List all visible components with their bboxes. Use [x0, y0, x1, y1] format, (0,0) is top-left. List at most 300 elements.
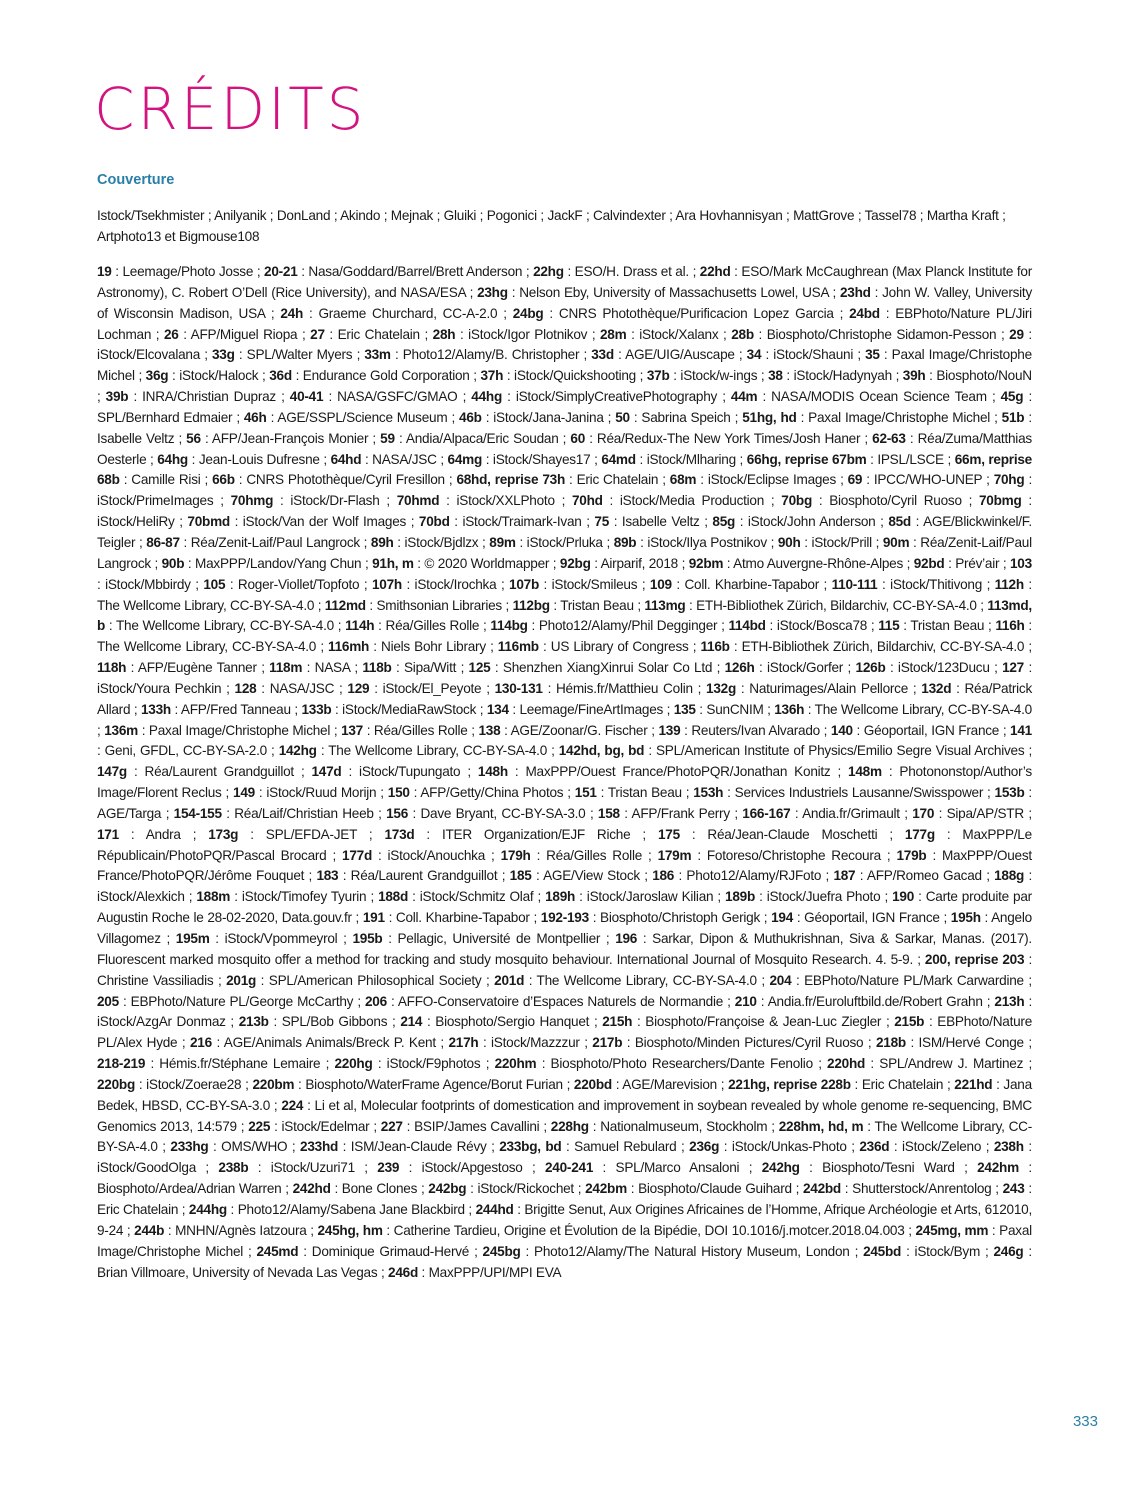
- credit-page-ref: 68hd, reprise 73h: [456, 472, 565, 488]
- credit-source: Réa/Gilles Rolle: [385, 618, 480, 634]
- credit-page-ref: 28h: [432, 326, 456, 342]
- credit-source: iStock/Mlharing: [646, 451, 736, 467]
- credit-entry: 220hm : Biosphoto/Photo Researchers/Dante Fenolio ;: [494, 1056, 828, 1072]
- credit-page-ref: 22hd: [699, 264, 731, 279]
- credit-entry: 220hg : iStock/F9photos ;: [334, 1056, 495, 1072]
- credit-source: NASA/JSC: [372, 451, 437, 467]
- credit-page-ref: 243: [1002, 1181, 1025, 1197]
- credit-page-ref: 242hg: [761, 1160, 800, 1176]
- credit-entry: 39h : Biosphoto/NouN ;: [97, 368, 1032, 405]
- credit-source: iStock/Jana-Janina: [493, 409, 604, 425]
- credit-page-ref: 129: [347, 680, 370, 696]
- credit-entry: 116mh : Niels Bohr Library ;: [328, 639, 498, 655]
- credit-page-ref: 107b: [509, 576, 540, 592]
- credit-page-ref: 89m: [489, 534, 516, 550]
- credit-entry: 154-155 : Réa/Laif/Christian Heeb ;: [173, 805, 387, 821]
- credit-page-ref: 112md: [324, 597, 366, 613]
- credit-source: Eric Chatelain: [861, 1076, 944, 1092]
- credit-page-ref: 64hg: [157, 451, 188, 467]
- credit-page-ref: 220bd: [573, 1076, 612, 1092]
- credit-page-ref: 140: [830, 722, 853, 738]
- credit-source: The Wellcome Library, CC-BY-SA-4.0: [328, 743, 548, 759]
- credit-entry: 190 : Carte produite par Augustin Roche le 28-02-2020, Data.gouv.fr ;: [97, 889, 1032, 926]
- credit-page-ref: 64mg: [447, 451, 483, 467]
- credit-entry: 23hg : Nelson Eby, University of Massachusetts Lowel, USA ;: [477, 284, 840, 300]
- credit-page-ref: 187: [833, 868, 856, 884]
- credit-entry: 215b : EBPhoto/Nature PL/Alex Hyde ;: [97, 1014, 1033, 1051]
- credit-source: Photo12/Alamy/The Natural History Museum, London: [534, 1243, 850, 1259]
- credit-entry: 27 : Eric Chatelain ;: [310, 326, 433, 342]
- credit-page-ref: 125: [468, 660, 491, 676]
- credit-source: iStock/Prill: [811, 534, 872, 550]
- credit-page-ref: 33g: [212, 347, 235, 363]
- credit-page-ref: 40-41: [289, 389, 324, 405]
- credit-page-ref: 112h: [994, 576, 1024, 592]
- credit-page-ref: 60: [570, 430, 586, 446]
- credit-page-ref: 66m, reprise 68b: [97, 451, 1032, 488]
- credit-source: AFP/Romeo Gacad: [866, 868, 982, 884]
- credit-page-ref: 236g: [689, 1139, 720, 1155]
- credit-entry: 118b : Sipa/Witt ;: [362, 660, 469, 676]
- credit-source: AFP/Eugène Tanner: [137, 660, 257, 676]
- credit-source: INRA/Christian Dupraz: [142, 389, 276, 405]
- credit-source: Réa/Gilles Rolle: [373, 722, 468, 738]
- credit-entry: 114bd : iStock/Bosca78 ;: [728, 618, 879, 634]
- credit-page-ref: 238h: [993, 1139, 1024, 1155]
- credit-source: AFP/Fred Tanneau: [180, 701, 291, 717]
- credit-entry: 89b : iStock/Ilya Postnikov ;: [613, 534, 778, 550]
- credit-entry: 129 : iStock/El_Peyote ;: [347, 680, 495, 696]
- credit-source: Carte produite par Augustin Roche le 28-02-2020, Data.gouv.fr: [97, 889, 1032, 926]
- credit-entry: 242bd : Shutterstock/Anrentolog ;: [802, 1181, 1003, 1197]
- credit-entry: 242hd : Bone Clones ;: [292, 1181, 429, 1197]
- credit-source: Samuel Rebulard: [574, 1139, 677, 1155]
- credit-page-ref: 188d: [378, 889, 409, 905]
- credit-entry: 173d : ITER Organization/EJF Riche ;: [384, 826, 658, 842]
- credit-entry: 89m : iStock/Prluka ;: [489, 534, 614, 550]
- credit-source: iStock/Hadynyah: [793, 368, 892, 384]
- credit-page-ref: 177d: [342, 847, 372, 863]
- credit-entry: 183 : Réa/Laurent Grandguillot ;: [316, 868, 510, 884]
- page-number: 333: [1072, 1413, 1098, 1430]
- credit-page-ref: 210: [734, 993, 757, 1009]
- credit-page-ref: 50: [615, 409, 630, 425]
- credit-page-ref: 126b: [855, 660, 886, 676]
- credit-source: iStock/HeliRy: [97, 514, 175, 530]
- credit-entry: 103 : iStock/Mbbirdy ;: [97, 555, 1032, 592]
- credit-entry: 116b : ETH-Bibliothek Zürich, Bildarchiv, CC-BY-SA-4.0 ;: [700, 639, 1032, 655]
- credit-source: AGE/Marevision: [622, 1076, 717, 1092]
- credit-source: iStock/El_Peyote: [382, 680, 482, 696]
- credit-entry: 238h : iStock/GoodOlga ;: [97, 1139, 1032, 1176]
- credit-entry: 142hd, bg, bd : SPL/American Institute of Physics/Emilio Segre Visual Archives ;: [558, 743, 1032, 759]
- credit-source: Brian Villmoare, University of Nevada Las Vegas: [97, 1264, 378, 1280]
- credit-page-ref: 64hd: [330, 451, 362, 467]
- credit-entry: 166-167 : Andia.fr/Grimault ;: [742, 805, 913, 821]
- credit-page-ref: 110-111: [831, 576, 878, 592]
- credit-entry: 70hmd : iStock/XXLPhoto ;: [396, 493, 572, 509]
- credit-entry: 177g : MaxPPP/Le Républicain/PhotoPQR/Pascal Brocard ;: [97, 826, 1032, 863]
- credit-page-ref: 27: [310, 326, 325, 342]
- credit-source: iStock/John Anderson: [747, 514, 876, 530]
- credit-entry: 70bmg : iStock/HeliRy ;: [97, 493, 1032, 530]
- credit-source: iStock/Quickshooting: [514, 368, 636, 384]
- credit-entry: 246d : MaxPPP/UPI/MPI EVA: [388, 1264, 562, 1280]
- credit-entry: 85g : iStock/John Anderson ;: [712, 514, 889, 530]
- credit-page-ref: 218-219: [97, 1056, 146, 1072]
- credit-page-ref: 138: [478, 722, 501, 738]
- credit-page-ref: 22hg: [533, 264, 564, 279]
- credit-source: Réa/Zenit-Laif/Paul Langrock: [97, 534, 1032, 571]
- credit-source: Biosphoto/Claude Guihard: [638, 1181, 792, 1197]
- credit-entry: 200, reprise 203 : Christine Vassiliadis ;: [97, 951, 1032, 988]
- credit-entry: 113mg : ETH-Bibliothek Zürich, Bildarchiv, CC-BY-SA-4.0 ;: [644, 597, 988, 613]
- credit-source: Fotoreso/Christophe Recoura: [706, 847, 881, 863]
- credit-source: Bone Clones: [341, 1181, 418, 1197]
- credit-page-ref: 220hg: [334, 1056, 373, 1072]
- credit-entry: 116h : The Wellcome Library, CC-BY-SA-4.0 ;: [97, 618, 1032, 655]
- credit-page-ref: 213h: [994, 993, 1025, 1009]
- credit-entry: 92bd : Prév’air ;: [913, 555, 1010, 571]
- credit-source: iStock/Unkas-Photo: [731, 1139, 847, 1155]
- credit-entry: 221hg, reprise 228b : Eric Chatelain ;: [728, 1076, 955, 1092]
- credit-page-ref: 214: [400, 1014, 423, 1030]
- credit-source: iStock/Zoerae28: [146, 1076, 242, 1092]
- credit-entry: 70bg : Biosphoto/Cyril Ruoso ;: [781, 493, 979, 509]
- credit-entry: 70hmg : iStock/Dr-Flash ;: [230, 493, 397, 509]
- credit-entry: 224 : Li et al, Molecular footprints of domestication and improvement in soybean revealed by whole genome re-sequencing, BMC Genomics 2013, 14:579 ;: [97, 1097, 1032, 1134]
- credit-source: iStock/Eclipse Images: [707, 472, 837, 488]
- credit-source: SPL/Marco Ansaloni: [615, 1160, 740, 1176]
- credit-source: iStock/Ilya Postnikov: [647, 534, 767, 550]
- credit-page-ref: 245bg: [482, 1243, 521, 1259]
- credit-source: AGE/Animals Animals/Breck P. Kent: [223, 1035, 436, 1051]
- credit-entry: 130-131 : Hémis.fr/Matthieu Colin ;: [494, 680, 707, 696]
- credit-source: iStock/Media Production: [619, 493, 765, 509]
- credit-source: Graeme Churchard, CC-A-2.0: [318, 305, 498, 321]
- credit-page-ref: 35: [865, 347, 880, 363]
- credit-source: iStock/Uzuri71: [270, 1160, 355, 1176]
- credit-entry: 51hg, hd : Paxal Image/Christophe Michel ;: [742, 409, 1002, 425]
- credit-source: Sabrina Speich: [641, 409, 731, 425]
- credit-source: iStock/Timofey Tyurin: [241, 889, 367, 905]
- credit-source: Atmo Auvergne-Rhône-Alpes: [733, 555, 904, 571]
- credit-entry: 68m : iStock/Eclipse Images ;: [669, 472, 848, 488]
- credit-source: ESO/Mark McCaughrean (Max Planck Institute for Astronomy), C. Robert O’Dell (Rice University), and NASA/ESA: [97, 264, 1032, 300]
- credit-page-ref: 245bd: [863, 1243, 902, 1259]
- credit-page-ref: 190: [892, 889, 915, 905]
- credit-page-ref: 66b: [212, 472, 235, 488]
- credit-source: Biosphoto/NouN: [936, 368, 1032, 384]
- credit-source: Biosphoto/Minden Pictures/Cyril Ruoso: [634, 1035, 864, 1051]
- credit-entry: 66m, reprise 68b : Camille Risi ;: [97, 451, 1032, 488]
- credit-source: SPL/Bob Gibbons: [281, 1014, 388, 1030]
- credit-source: iStock/Irochka: [414, 576, 497, 592]
- credit-entry: 85d : AGE/Blickwinkel/F. Teigler ;: [97, 514, 1032, 550]
- credit-entry: 245md : Dominique Grimaud-Hervé ;: [256, 1243, 483, 1259]
- credit-source: iStock/Edelmar: [281, 1118, 370, 1134]
- credit-source: MaxPPP/Ouest France/PhotoPQR/Jérôme Fouquet: [97, 847, 1032, 884]
- credit-page-ref: 147g: [97, 764, 127, 780]
- credit-source: iStock/Halock: [179, 368, 259, 384]
- credit-entry: 156 : Dave Bryant, CC-BY-SA-3.0 ;: [386, 805, 598, 821]
- credit-entry: 105 : Roger-Viollet/Topfoto ;: [203, 576, 372, 592]
- credit-page-ref: 136h: [774, 701, 805, 717]
- credit-source: Roger-Viollet/Topfoto: [237, 576, 360, 592]
- credit-page-ref: 170: [912, 805, 935, 821]
- credit-entry: 187 : AFP/Romeo Gacad ;: [833, 868, 995, 884]
- credit-page-ref: 24bg: [512, 305, 544, 321]
- credit-page-ref: 70bmd: [187, 514, 230, 530]
- credit-source: iStock/Prluka: [526, 534, 603, 550]
- credit-source: Tristan Beau: [607, 785, 682, 801]
- credit-source: iStock/w-ings: [680, 368, 758, 384]
- credit-source: Pellagic, Université de Montpellier: [397, 931, 601, 946]
- credit-page-ref: 215b: [894, 1014, 925, 1030]
- credit-page-ref: 217b: [592, 1035, 623, 1051]
- credit-page-ref: 196: [615, 931, 638, 946]
- credit-entry: 242bg : iStock/Rickochet ;: [428, 1181, 586, 1197]
- credit-source: Paxal Image/Christophe Michel: [97, 1222, 1032, 1259]
- credit-source: Eric Chatelain: [337, 326, 420, 342]
- credit-entry: 185 : AGE/View Stock ;: [509, 868, 653, 884]
- credit-page-ref: 147d: [311, 764, 342, 780]
- credit-entry: 35 : Paxal Image/Christophe Michel ;: [97, 347, 1032, 384]
- credit-entry: 179m : Fotoreso/Christophe Recoura ;: [657, 847, 897, 863]
- credit-entry: 64md : iStock/Mlharing ;: [601, 451, 747, 467]
- credit-source: Andia.fr/Euroluftbild.de/Robert Grahn: [767, 993, 983, 1009]
- credit-page-ref: 238b: [218, 1160, 249, 1176]
- credit-page-ref: 225: [248, 1118, 271, 1134]
- credit-entry: 113md, b : The Wellcome Library, CC-BY-SA-4.0 ;: [97, 597, 1032, 634]
- credit-page-ref: 29: [1009, 326, 1024, 342]
- credit-entry: 28h : iStock/Igor Plotnikov ;: [432, 326, 600, 342]
- credit-entry: 112md : Smithsonian Libraries ;: [324, 597, 513, 613]
- credit-entry: 86-87 : Réa/Zenit-Laif/Paul Langrock ;: [146, 534, 371, 550]
- credit-page-ref: 179b: [896, 847, 927, 863]
- credit-source: Réa/Redux-The New York Times/Josh Haner: [596, 430, 861, 446]
- credit-page-ref: 90h: [777, 534, 801, 550]
- credit-page-ref: 195b: [352, 931, 383, 946]
- credit-source: ITER Organization/EJF Riche: [441, 826, 631, 842]
- credit-source: EBPhoto/Nature PL/Alex Hyde: [97, 1014, 1033, 1051]
- credit-entry: 20-21 : Nasa/Goddard/Barrel/Brett Anderson ;: [264, 264, 534, 279]
- credit-source: NASA/MODIS Ocean Science Team: [771, 389, 987, 405]
- credit-page-ref: 150: [387, 785, 410, 801]
- credit-entry: 201g : SPL/American Philosophical Society ;: [226, 972, 495, 988]
- credit-source: iStock/Gorfer: [767, 660, 844, 676]
- credit-page-ref: 228hm, hd, m: [778, 1118, 864, 1134]
- credit-page-ref: 132d: [921, 680, 952, 696]
- credit-entry: 69 : IPCC/WHO-UNEP ;: [847, 472, 994, 488]
- credit-source: Services Industriels Lausanne/Swisspower: [734, 785, 984, 801]
- credit-source: SunCNIM: [706, 701, 764, 717]
- credit-page-ref: 44m: [730, 389, 758, 405]
- credit-page-ref: 36g: [145, 368, 169, 384]
- credit-source: Biosphoto/Tesni Ward: [822, 1160, 955, 1176]
- credit-page-ref: 188m: [196, 889, 231, 905]
- credit-page-ref: 242hd: [292, 1181, 331, 1197]
- credit-entry: 37b : iStock/w-ings ;: [646, 368, 769, 384]
- credit-source: US Library of Congress: [550, 639, 689, 655]
- credit-entry: 221hd : Jana Bedek, HBSD, CC-BY-SA-3.0 ;: [97, 1076, 1032, 1113]
- credit-page-ref: 91h, m: [372, 555, 414, 571]
- credit-page-ref: 70bmg: [978, 493, 1022, 509]
- credit-page-ref: 46b: [459, 409, 482, 425]
- credit-entry: 138 : AGE/Zoonar/G. Fischer ;: [478, 722, 659, 738]
- credit-page-ref: 59: [380, 430, 395, 446]
- credit-source: iStock/Shayes17: [492, 451, 591, 467]
- credit-page-ref: 242bd: [802, 1181, 841, 1197]
- credit-entry: 177d : iStock/Anouchka ;: [342, 847, 501, 863]
- credit-page-ref: 33m: [364, 347, 391, 363]
- credit-source: EBPhoto/Nature PL/George McCarthy: [130, 993, 354, 1009]
- credit-entry: 66b : CNRS Photothèque/Cyril Fresillon ;: [212, 472, 457, 488]
- credit-entry: 33g : SPL/Walter Myers ;: [212, 347, 365, 363]
- credit-entry: 240-241 : SPL/Marco Ansaloni ;: [545, 1160, 762, 1176]
- credit-page-ref: 44hg: [471, 389, 503, 405]
- credit-page-ref: 24h: [280, 305, 304, 321]
- credit-entry: 90b : MaxPPP/Landov/Yang Chun ;: [161, 555, 373, 571]
- credit-page-ref: 19: [97, 264, 112, 279]
- credit-page-ref: 128: [234, 680, 257, 696]
- credit-source: iStock/SimplyCreativePhotography: [515, 389, 718, 405]
- credit-page-ref: 89b: [613, 534, 637, 550]
- credit-source: CNRS Photothèque/Purificacion Lopez Garcia: [558, 305, 834, 321]
- credit-source: ISM/Jean-Claude Révy: [350, 1139, 487, 1155]
- credit-entry: 70bmd : iStock/Van der Wolf Images ;: [187, 514, 419, 530]
- credit-page-ref: 137: [341, 722, 363, 738]
- credit-source: iStock/Apgestoso: [421, 1160, 523, 1176]
- credit-page-ref: 46h: [243, 409, 267, 425]
- credit-source: iStock/Jaroslaw Kilian: [586, 889, 714, 905]
- credit-source: Dominique Grimaud-Hervé: [311, 1243, 470, 1259]
- credit-entry: 110-111 : iStock/Thitivong ;: [831, 576, 995, 592]
- credit-page-ref: 20-21: [264, 264, 298, 279]
- credit-source: Hémis.fr/Matthieu Colin: [555, 680, 693, 696]
- credit-page-ref: 70bg: [781, 493, 812, 509]
- credit-entry: 245hg, hm : Catherine Tardieu, Origine et Évolution de la Bipédie, DOI 10.1016/j.motcer.2018.04.003 ;: [317, 1222, 916, 1238]
- credit-page-ref: 189b: [725, 889, 755, 905]
- credit-page-ref: 45g: [1000, 389, 1024, 405]
- credit-page-ref: 220bg: [97, 1076, 136, 1092]
- credit-source: Andra: [145, 826, 181, 842]
- credit-page-ref: 90m: [882, 534, 910, 550]
- credit-page-ref: 69: [847, 472, 863, 488]
- credit-source: Sarkar, Dipon & Muthukrishnan, Siva & Sarkar, Manas. (2017). Fluorescent marked mosquito offer a method for tracking and study mosquito behaviour. International Journal of Mosquito Research. 4. 5-9.: [97, 931, 1032, 967]
- credit-entry: 24bd : EBPhoto/Nature PL/Jiri Lochman ;: [97, 305, 1032, 342]
- credit-source: SPL/Walter Myers: [246, 347, 353, 363]
- credit-source: Réa/Jean-Claude Moschetti: [707, 826, 878, 842]
- credit-entry: 66hg, reprise 67bm : IPSL/LSCE ;: [746, 451, 955, 467]
- credit-page-ref: 154-155: [173, 805, 222, 821]
- credit-entry: 114bg : Photo12/Alamy/Phil Degginger ;: [490, 618, 729, 634]
- credit-entry: 34 : iStock/Shauni ;: [746, 347, 866, 363]
- credit-source: iStock/GoodOlga: [97, 1160, 197, 1176]
- credit-page-ref: 227: [380, 1118, 403, 1134]
- credit-entry: 136h : The Wellcome Library, CC-BY-SA-4.0 ;: [97, 701, 1032, 738]
- credit-entry: 194 : Géoportail, IGN France ;: [771, 910, 951, 926]
- credit-page-ref: 118h: [97, 660, 127, 676]
- credit-entry: 148m : Photononstop/Author’s Image/Florent Reclus ;: [97, 764, 1032, 801]
- credit-entry: 126b : iStock/123Ducu ;: [855, 660, 1003, 676]
- credit-page-ref: 112bg: [512, 597, 550, 613]
- credit-entry: 220hd : SPL/Andrew J. Martinez ;: [827, 1056, 1032, 1072]
- credit-source: ETH-Bibliothek Zürich, Bildarchiv, CC-BY-SA-4.0: [741, 639, 1025, 655]
- credit-page-ref: 224: [281, 1097, 304, 1113]
- credit-entry: 64hg : Jean-Louis Dufresne ;: [157, 451, 331, 467]
- credit-entry: 228hg : Nationalmuseum, Stockholm ;: [550, 1118, 779, 1134]
- credit-source: Christine Vassiliadis: [97, 972, 214, 988]
- credit-source: Jean-Louis Dufresne: [198, 451, 320, 467]
- credit-source: MaxPPP/UPI/MPI EVA: [428, 1264, 562, 1280]
- credit-source: AGE/Targa: [97, 805, 162, 821]
- credit-page-ref: 205: [97, 993, 119, 1009]
- credit-page-ref: 158: [597, 805, 620, 821]
- credit-source: Geni, GFDL, CC-BY-SA-2.0: [104, 743, 267, 759]
- credit-entry: 28m : iStock/Xalanx ;: [600, 326, 732, 342]
- credit-source: MaxPPP/Le Républicain/PhotoPQR/Pascal Brocard: [97, 826, 1032, 863]
- credit-page-ref: 192-193: [540, 910, 589, 926]
- credits-list: [97, 262, 1032, 1283]
- credit-page-ref: 175: [657, 826, 680, 842]
- credit-page-ref: 28b: [731, 326, 754, 342]
- credit-entry: 141 : Geni, GFDL, CC-BY-SA-2.0 ;: [97, 722, 1032, 759]
- credit-source: Eric Chatelain: [576, 472, 659, 488]
- credit-source: Réa/Zenit-Laif/Paul Langrock: [190, 534, 360, 550]
- credit-page-ref: 26: [163, 326, 179, 342]
- credit-page-ref: 113mg: [644, 597, 686, 613]
- credit-entry: 149 : iStock/Ruud Morijn ;: [233, 785, 388, 801]
- credit-page-ref: 136m: [104, 722, 138, 738]
- credit-page-ref: 245hg, hm: [317, 1222, 383, 1238]
- credit-page-ref: 153h: [693, 785, 724, 801]
- credit-page-ref: 148m: [848, 764, 882, 780]
- credit-source: The Wellcome Library, CC-BY-SA-4.0: [536, 972, 757, 988]
- credit-source: iStock/Bjdlzx: [404, 534, 479, 550]
- credit-page-ref: 56: [186, 430, 201, 446]
- credit-page-ref: 92bm: [688, 555, 724, 571]
- credit-page-ref: 103: [1009, 555, 1032, 571]
- credit-entry: 242hg : Biosphoto/Tesni Ward ;: [761, 1160, 978, 1176]
- credit-page-ref: 23hg: [477, 284, 508, 300]
- credit-entry: 228hm, hd, m : The Wellcome Library, CC-BY-SA-4.0 ;: [97, 1118, 1033, 1155]
- credit-source: iStock/Thitivong: [890, 576, 983, 592]
- credit-source: AGE/SSPL/Science Museum: [277, 409, 448, 425]
- credit-page-ref: 156: [386, 805, 409, 821]
- credit-page-ref: 177g: [904, 826, 935, 842]
- credit-entry: 216 : AGE/Animals Animals/Breck P. Kent ;: [189, 1035, 449, 1051]
- credit-entry: 244hd : Brigitte Senut, Aux Origines Africaines de l’Homme, Afrique Archéologie et Arts, 612010, 9-24 ;: [97, 1201, 1032, 1238]
- credit-source: NASA/JSC: [269, 680, 335, 696]
- credit-source: iStock/Elcovalana: [97, 347, 201, 363]
- credit-source: NASA: [314, 660, 350, 676]
- credit-source: CNRS Photothèque/Cyril Fresillon: [246, 472, 445, 488]
- credit-source: SPL/Andrew J. Martinez: [879, 1056, 1024, 1072]
- credit-entry: 38 : iStock/Hadynyah ;: [768, 368, 903, 384]
- credit-source: Leemage/FineArtImages: [519, 701, 664, 717]
- credit-source: IPSL/LSCE: [877, 451, 944, 467]
- credit-entry: 140 : Géoportail, IGN France ;: [830, 722, 1011, 738]
- credit-page-ref: 188g: [994, 868, 1025, 884]
- credit-entry: 196 : Sarkar, Dipon & Muthukrishnan, Siva & Sarkar, Manas. (2017). Fluorescent marked mosquito offer a method for tracking and study mosquito behaviour. International Journal of Mosquito Research. 4. 5-9. ;: [97, 931, 1032, 967]
- credit-entry: 242hm : Biosphoto/Ardea/Adrian Warren ;: [97, 1160, 1032, 1197]
- credit-entry: 147g : Réa/Laurent Grandguillot ;: [97, 764, 312, 780]
- credit-entry: 126h : iStock/Gorfer ;: [724, 660, 856, 676]
- credit-entry: 186 : Photo12/Alamy/RJFoto ;: [652, 868, 834, 884]
- credit-source: iStock/Tupungato: [359, 764, 461, 780]
- credit-source: iStock/Juefra Photo: [766, 889, 881, 905]
